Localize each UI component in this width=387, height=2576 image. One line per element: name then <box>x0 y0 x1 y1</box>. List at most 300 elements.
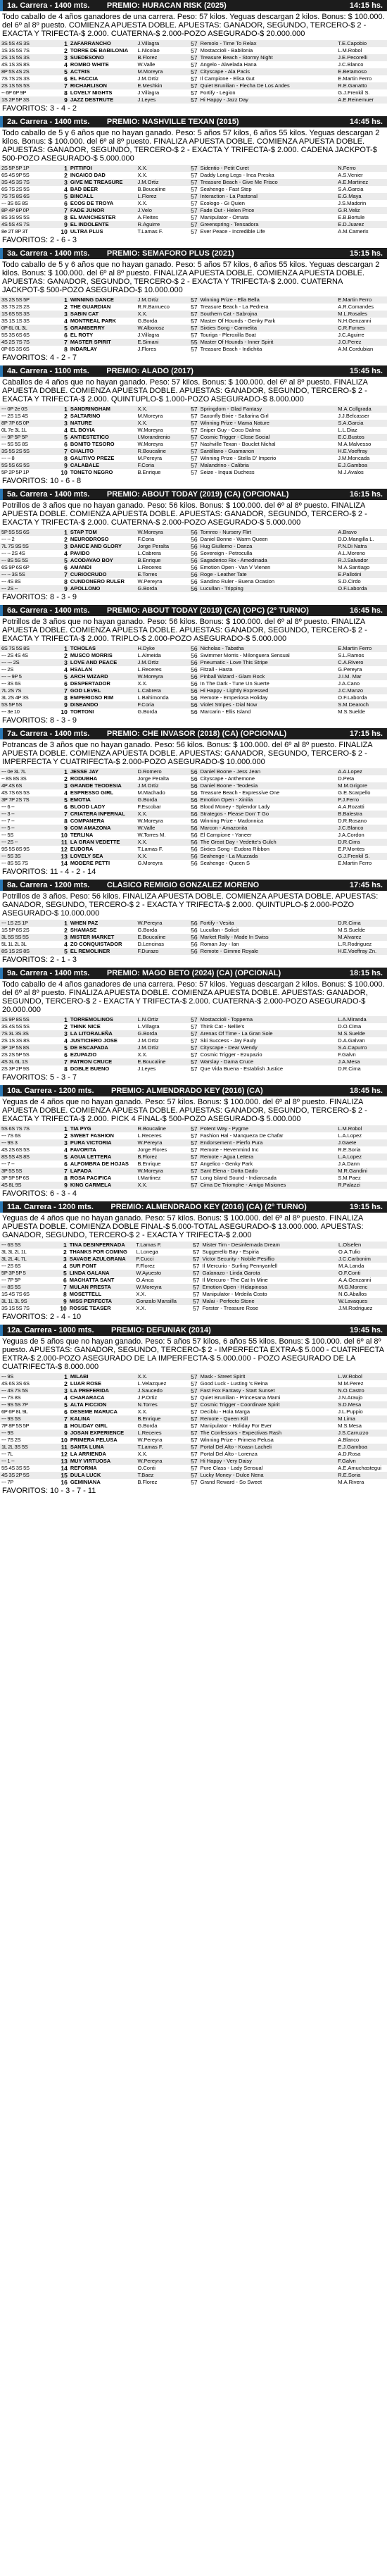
weight: 57 <box>179 1408 198 1415</box>
horse-name: DESPERTADOR <box>69 680 137 687</box>
recent-form: 4S 7S 6S 5S <box>0 789 56 796</box>
horse-name: COMPANERA <box>69 818 137 825</box>
pedigree: Marcon - Amazonita <box>199 825 337 832</box>
trainer-name: E.Martin Ferro <box>336 860 387 867</box>
weight: 56 <box>179 694 198 701</box>
pedigree: Winning Prize - Madonnica <box>199 818 337 825</box>
pedigree: Nashville Texan - Bouclet Nichal <box>199 441 337 448</box>
weight: 57 <box>179 420 198 427</box>
saddle-number: 2 <box>56 536 68 543</box>
jockey-name: X.X. <box>136 839 179 846</box>
pedigree: Hug Giullemo - Danza <box>199 543 337 550</box>
recent-form: 5P 2P 5P 1P <box>0 469 56 476</box>
recent-form: 7L 2S 7S <box>0 687 56 694</box>
saddle-number: 8 <box>56 346 68 353</box>
favorites: FAVORITOS: 11 - 4 - 2 - 14 <box>2 868 96 876</box>
weight: 57 <box>179 332 198 339</box>
horse-name: GOD LEVEL <box>69 687 137 694</box>
weight: 57 <box>179 40 198 47</box>
pedigree: Sixties Song - Eudora Ribbon <box>199 846 337 853</box>
weight: 57 <box>179 172 198 179</box>
trainer-name: S.A.Garcia <box>336 186 387 193</box>
trainer-name: L.W.Robol <box>336 1373 387 1380</box>
pedigree: In The Dark - Tune Un Suerte <box>199 680 337 687</box>
race-section <box>0 880 387 968</box>
weight: 57 <box>179 311 198 318</box>
jockey-name: W.Moreyra <box>136 818 179 825</box>
trainer-name: M.A.Landa <box>337 1263 387 1270</box>
trainer-name: J.I.M. Mar <box>336 673 387 680</box>
horse-name: ESPRESSO GIRL <box>69 789 137 796</box>
horse-name: EL MANCHESTER <box>69 214 137 221</box>
jockey-name: I.Martinez <box>136 1175 179 1182</box>
entries-table <box>0 1242 387 1312</box>
entry-row <box>0 1423 387 1430</box>
jockey-name: L.N.Ortiz <box>136 1016 179 1023</box>
trainer-name: M.M.Perez <box>336 1380 387 1387</box>
horse-name: ACTRIS <box>69 68 137 75</box>
trainer-name: M.S.Suelde <box>336 708 387 715</box>
recent-form: --- 6S 5S <box>0 1242 56 1249</box>
trainer-name: S.A.Capurro <box>336 1044 387 1051</box>
saddle-number: 5 <box>56 557 68 564</box>
pedigree: El Campione - Yaneer <box>199 832 337 839</box>
trainer-name: D.D.Mangilla L. <box>336 536 387 543</box>
trainer-name: J.C.Manzo <box>336 687 387 694</box>
horse-name: HOLIDAY GIRL <box>69 1423 137 1430</box>
trainer-name: D.R.Cima <box>336 1065 387 1073</box>
jockey-name: J.M.Ortiz <box>136 782 179 789</box>
recent-form: 3S 2S 5S 5P <box>0 296 56 304</box>
weight: 57 <box>179 304 198 311</box>
horse-name: TERLINA <box>69 832 137 839</box>
entry-row <box>0 1437 387 1444</box>
entry-row <box>0 1305 387 1312</box>
jockey-name: W.Ayuesto <box>134 1270 181 1277</box>
pedigree: Hi Happy - Very Daisy <box>199 1458 337 1465</box>
saddle-number: 1 <box>56 645 68 652</box>
entry-row <box>0 172 387 179</box>
trainer-name: J.S.Madorin <box>336 200 387 207</box>
trainer-name: J.C.Blanco <box>336 61 387 68</box>
saddle-number: 8 <box>56 1291 68 1298</box>
horse-name: EMOTIA <box>69 796 137 804</box>
weight: 56 <box>179 564 198 571</box>
pedigree: Blood Money - Splendor Lady <box>199 804 337 811</box>
weight: 57 <box>179 1153 198 1161</box>
saddle-number: 4 <box>56 1146 68 1153</box>
race-title: PREMIO: DEFUNIAK (2014) <box>110 1326 211 1334</box>
entries-table <box>0 645 387 715</box>
jockey-name: J.M.Ortiz <box>136 179 179 186</box>
pedigree: Ski Success - Jay Fauly <box>199 1037 337 1044</box>
trainer-name: O.F.Laborda <box>336 585 387 592</box>
pedigree: Seahenge - Fast Step <box>199 186 337 193</box>
weight: 56 <box>179 708 198 715</box>
trainer-name: M.Lima <box>336 1415 387 1423</box>
weight: 57 <box>179 1458 198 1465</box>
entry-row <box>0 311 387 318</box>
pedigree: Greenspring - Tensadora <box>199 221 337 228</box>
trainer-name: J.A.Cano <box>336 680 387 687</box>
weight: 55 <box>179 339 198 346</box>
recent-form: --- 5S 5S 8S <box>0 441 56 448</box>
saddle-number: 4 <box>56 61 68 68</box>
recent-form: 2S 2S 5P 5S <box>0 1051 56 1058</box>
recent-form: 3L 3L 2L 1L <box>0 1249 56 1256</box>
horse-name: INCAICO DAD <box>69 172 137 179</box>
recent-form: 3S 5S 4S 3S <box>0 40 56 47</box>
jockey-name: G.Moreyra <box>136 860 179 867</box>
weight: 57 <box>179 1175 198 1182</box>
horse-name: RICHARLISON <box>69 82 137 89</box>
recent-form: 5S 3S 6S 6S <box>0 332 56 339</box>
saddle-number: 3 <box>56 54 68 61</box>
horse-name: BONITO TESORO <box>69 441 137 448</box>
race-section <box>0 1325 387 1499</box>
trainer-name: J.C.Aguirre <box>336 332 387 339</box>
horse-name: FAVORITA <box>69 1146 137 1153</box>
saddle-number: 1 <box>56 1016 68 1023</box>
horse-name: SUEDESONO <box>69 54 137 61</box>
pedigree: Sovereign - Petroculla <box>199 550 337 557</box>
entries-table <box>0 768 387 867</box>
weight: 57 <box>179 228 198 235</box>
weight: 57 <box>179 1373 198 1380</box>
entry-row <box>0 186 387 193</box>
weight: 57 <box>179 221 198 228</box>
horse-name: SABIN CAT <box>69 311 137 318</box>
pedigree: Cityscape - Ala Pacis <box>199 68 337 75</box>
entry-row <box>0 645 387 652</box>
entry-row <box>0 1139 387 1146</box>
jockey-name: F.Coria <box>136 462 179 469</box>
pedigree: Sixties Song - Carmelita <box>199 325 337 332</box>
horse-name: STAP TOM <box>69 529 137 536</box>
saddle-number: 5 <box>56 796 68 804</box>
entry-row <box>0 96 387 104</box>
recent-form: 5P 3P 5P 5 <box>0 1270 56 1277</box>
horse-name: PRIMERA PELUSA <box>69 1437 137 1444</box>
recent-form: 2S 1S 3S 8S <box>0 1037 56 1044</box>
horse-name: PITTIFOI <box>69 165 137 172</box>
jockey-name: W.Pereyra <box>136 920 179 927</box>
recent-form: --- 9S 5S <box>0 1415 56 1423</box>
horse-name: TINA DESINFERNADA <box>68 1242 135 1249</box>
entry-row <box>0 1030 387 1037</box>
entry-row <box>0 948 387 955</box>
horse-name: GIVE ME TREASURE <box>69 179 137 186</box>
weight: 56 <box>179 529 198 536</box>
race-conditions: Yeguas de 5 años que no hayan ganado. Peso: 5 años 57 kilos, 6 años 55 kilos. Bonus: $ 100.000. del 6º al 8º puesto. APUESTAS: GANADOR, SEGUNDO, TERCERO-$ 2 - IMPERFECTA EXTRA-$ 5.000 - CUATRIFECTA EXTRA-$ 2.000-POZO ASEGURADO DE LA IMPERFECTA-$ 5.000.000 - POZO ASEGURADO DE LA CUATRIFECTA-$ 8.000.000 <box>2 1337 384 1371</box>
jockey-name: W.Valle <box>136 61 179 68</box>
recent-form: 7S 7S 2S 3S <box>0 75 56 82</box>
saddle-number: 10 <box>56 228 68 235</box>
jockey-name: A.Fleites <box>136 214 179 221</box>
entry-row <box>0 818 387 825</box>
pedigree: Sniper Guy - Coco Dalma <box>199 427 337 434</box>
recent-form: 1S 4S 7S 6S <box>0 1291 56 1298</box>
horse-name: DULA LUCK <box>69 1472 137 1479</box>
pedigree: Sandino Ruler - Buena Ocasion <box>199 578 337 585</box>
jockey-name: G.Borda <box>136 1030 179 1037</box>
saddle-number: 3 <box>56 420 68 427</box>
saddle-number: 3 <box>56 1256 68 1263</box>
saddle-number: 2 <box>56 1249 68 1256</box>
saddle-number: 9 <box>56 1298 68 1305</box>
entry-row <box>0 782 387 789</box>
horse-name: THANKS FOR COMING <box>68 1249 135 1256</box>
weight: 56 <box>179 571 198 578</box>
jockey-name: B.Florez <box>136 1479 179 1486</box>
entry-row <box>0 659 387 666</box>
jockey-name: X.X. <box>136 165 179 172</box>
trainer-name: B.Balestra <box>336 811 387 818</box>
jockey-name: M.Machado <box>136 789 179 796</box>
entry-row <box>0 1125 387 1132</box>
jockey-name: W.Moreyra <box>136 673 179 680</box>
entry-row <box>0 1451 387 1458</box>
jockey-name: M.Pereyra <box>136 455 179 462</box>
saddle-number: 7 <box>56 448 68 455</box>
trainer-name: N.G.Aballos <box>337 1291 387 1298</box>
weight: 57 <box>179 1146 198 1153</box>
recent-form: --- 8S 5S <box>0 1284 56 1291</box>
entry-row <box>0 469 387 476</box>
weight: 57 <box>179 427 198 434</box>
horse-name: SHAMASE <box>69 927 137 934</box>
saddle-number: 7 <box>56 1284 68 1291</box>
horse-name: LOVELY NIGHTS <box>69 89 137 96</box>
pedigree: Mostaccioli - Toppema <box>199 1016 337 1023</box>
horse-name: EUDORA <box>69 846 137 853</box>
race-number-distance: 8a. Carrera - 1200 mts. <box>7 881 90 889</box>
trainer-name: L.M.Robol <box>336 1125 387 1132</box>
trainer-name: M.R.Gandini <box>336 1168 387 1175</box>
entry-row <box>0 673 387 680</box>
weight: 56 <box>179 543 198 550</box>
recent-form: 7S 3L 3S 3S <box>0 1030 56 1037</box>
favorites: FAVORITOS: 4 - 2 - 7 <box>2 354 77 362</box>
jockey-name: E.Meshkin <box>136 82 179 89</box>
pedigree: Manipulator - Mrdeila Costo <box>201 1291 337 1298</box>
weight: 56 <box>179 585 198 592</box>
horse-name: DE ESCAPADA <box>69 1044 137 1051</box>
entry-row <box>0 789 387 796</box>
saddle-number: 2 <box>56 775 68 782</box>
horse-name: NEURODROSO <box>69 536 137 543</box>
saddle-number: 9 <box>56 1430 68 1437</box>
saddle-number: 16 <box>56 1479 68 1486</box>
trainer-name: D.Peta <box>336 775 387 782</box>
trainer-name: M.A.Collgrada <box>336 406 387 413</box>
race-time: 18:15 hs. <box>349 969 383 977</box>
jockey-name: W.Moreyra <box>136 427 179 434</box>
pedigree: Cosmic Trigger - Coordinate Spirit <box>199 1401 337 1408</box>
jockey-name: Jorge Peralta <box>136 775 179 782</box>
horse-name: BINCALL <box>69 193 137 200</box>
recent-form: 1L 2L 3S 5S <box>0 1444 56 1451</box>
race-time: 15:45 hs. <box>349 367 383 375</box>
entry-row <box>0 165 387 172</box>
horse-name: SAVAGE AZULGRANA <box>68 1256 135 1263</box>
trainer-name: A.R.Comandes <box>336 304 387 311</box>
weight: 57 <box>182 1249 201 1256</box>
weight: 57 <box>179 1037 198 1044</box>
saddle-number: 10 <box>56 1305 68 1312</box>
saddle-number: 5 <box>56 948 68 955</box>
saddle-number: 5 <box>56 325 68 332</box>
weight: 57 <box>179 1444 198 1451</box>
pedigree: Winning Prize - Primera Pelusa <box>199 1437 337 1444</box>
jockey-name: G.Borda <box>136 708 179 715</box>
race-title: PREMIO: ALADO (2017) <box>106 367 194 375</box>
jockey-name: L.Receres <box>136 666 179 673</box>
recent-form: 7S 7S 8S 6S <box>0 193 56 200</box>
weight: 57 <box>179 1030 198 1037</box>
jockey-name: B.Boucaline <box>136 186 179 193</box>
saddle-number: 6 <box>56 804 68 811</box>
recent-form: 6S 4S 9P 5S <box>0 172 56 179</box>
entry-row <box>0 420 387 427</box>
recent-form: 7P 8P 5S 5P <box>0 1423 56 1430</box>
jockey-name: G.Borda <box>136 796 179 804</box>
race-title: PREMIO: ALMENDRADO KEY (2016) (CA) (2º TURNO) <box>110 1203 307 1211</box>
saddle-number: 9 <box>56 462 68 469</box>
weight: 57 <box>179 1044 198 1051</box>
saddle-number: 5 <box>56 673 68 680</box>
saddle-number: 6 <box>56 441 68 448</box>
trainer-name: E.Pallotini <box>336 571 387 578</box>
pedigree: Santillano - Guamanon <box>199 448 337 455</box>
recent-form: 4S 2S 6S 5S <box>0 1146 56 1153</box>
recent-form: --- 4S 7S 5S <box>0 1387 56 1394</box>
weight: 56 <box>179 775 198 782</box>
trainer-name: A.Bravo <box>336 529 387 536</box>
jockey-name: J.Velo <box>136 207 179 214</box>
jockey-name: B.Enrique <box>136 1415 179 1423</box>
recent-form: --- -- 3S 5S <box>0 571 56 578</box>
weight: 56 <box>179 846 198 853</box>
pedigree: Fortify - Legion <box>199 89 337 96</box>
horse-name: AMANDI <box>69 564 137 571</box>
saddle-number: 3 <box>56 934 68 941</box>
race-time: 17:45 hs. <box>349 881 383 889</box>
horse-name: SALTARINO <box>69 413 137 420</box>
favorites: FAVORITOS: 3 - 4 - 2 <box>2 104 77 113</box>
race-title: PREMIO: ABOUT TODAY (2019) (CA) (OPCIONAL) <box>106 490 289 499</box>
horse-name: MUY VIRTUOSA <box>69 1458 137 1465</box>
entry-row <box>0 1380 387 1387</box>
trainer-name: J.A.Cordon <box>336 832 387 839</box>
trainer-name: G.Pereyra <box>336 666 387 673</box>
jockey-name: T.Baez <box>136 1472 179 1479</box>
pedigree: Warslay - Dama Cruce <box>199 1058 337 1065</box>
weight: 56 <box>179 652 198 659</box>
trainer-name: C.R.Furnes <box>336 325 387 332</box>
jockey-name: L.Cabrera <box>136 550 179 557</box>
jockey-name: W.Pereyra <box>136 1458 179 1465</box>
recent-form: --- 7S 6S <box>0 1132 56 1139</box>
weight: 57 <box>179 1423 198 1430</box>
jockey-name: X.X. <box>136 1408 179 1415</box>
recent-form: 2S 1S 5S 3S <box>0 54 56 61</box>
jockey-name: J.Leyes <box>136 1065 179 1073</box>
recent-form: --- 4S 8S <box>0 578 56 585</box>
jockey-name: J.Villagra <box>136 89 179 96</box>
weight: 56 <box>179 796 198 804</box>
jockey-name: F.Coria <box>136 536 179 543</box>
jockey-name: F.Durazo <box>136 948 179 955</box>
pedigree: Seahenge - La Muzzada <box>199 853 337 860</box>
pedigree: Lucullan - Tripping <box>199 585 337 592</box>
saddle-number: 1 <box>56 1125 68 1132</box>
race-header <box>0 0 387 11</box>
trainer-name: O.F.Laborda <box>336 694 387 701</box>
horse-name: EL FACCIA <box>69 75 137 82</box>
entry-row <box>0 1373 387 1380</box>
pedigree: Winning Prize - Mama Nature <box>199 420 337 427</box>
race-conditions: Todo caballo de 4 años ganadores de una carrera. Peso: 57 kilos. Yeguas descargan 2 kilos. Bonus: $ 100.000. del 6º al 8º puesto. COMIENZA APUESTA DOBLE. APUESTAS: GANADOR, SEGUNDO, TERCERO-$ 2 - EXACTA Y TRIFECTA-$ 2.000. CUATERNA-$ 2.000-POZO ASEGURADO-$ 20.000.000 <box>2 13 385 38</box>
jockey-name: D.Romero <box>136 768 179 775</box>
trainer-name: E.Martin Ferro <box>336 645 387 652</box>
jockey-name: G.Borda <box>136 585 179 592</box>
trainer-name: D.R.Cima <box>336 920 387 927</box>
race-section <box>0 728 387 880</box>
pedigree: Lucullan - Solicit <box>199 927 337 934</box>
pedigree: Tomreo - Nursery Flirt <box>199 529 337 536</box>
jockey-name: L.Bahimonda <box>136 694 179 701</box>
trainer-name: A.L.Moreno <box>336 550 387 557</box>
recent-form: --- 2S 1S 4S <box>0 413 56 420</box>
horse-name: LINDA GALANA <box>68 1270 135 1277</box>
horse-name: CUNDONERO RULER <box>69 578 137 585</box>
horse-name: MILABI <box>69 1373 137 1380</box>
saddle-number: 8 <box>56 214 68 221</box>
saddle-number: 7 <box>56 571 68 578</box>
weight: 57 <box>182 1284 201 1291</box>
pedigree: Seahenge - Queen S <box>199 860 337 867</box>
entries-table <box>0 406 387 476</box>
weight: 57 <box>179 1182 198 1189</box>
saddle-number: 1 <box>56 1242 68 1249</box>
saddle-number: 3 <box>56 659 68 666</box>
jockey-name: X.X. <box>136 1373 179 1380</box>
weight: 57 <box>179 1387 198 1394</box>
horse-name: NATURE <box>69 420 137 427</box>
horse-name: HSALAN <box>69 666 137 673</box>
jockey-name: X.X. <box>136 1182 179 1189</box>
trainer-name: E.D.Juarez <box>336 221 387 228</box>
recent-form: --- 7S 8S <box>0 1394 56 1401</box>
entry-row <box>0 441 387 448</box>
trainer-name: O.F.Conti <box>337 1270 387 1277</box>
jockey-name: T.Lamas F. <box>136 1444 179 1451</box>
jockey-name: R.Aguirre <box>136 221 179 228</box>
horse-name: MOSETTELL <box>68 1291 135 1298</box>
pedigree: Cosmic Trigger - Ezupazio <box>199 1051 337 1058</box>
trainer-name: D.R.Cirra <box>336 839 387 846</box>
saddle-number: 4 <box>56 186 68 193</box>
entry-row <box>0 571 387 578</box>
weight: 57 <box>179 75 198 82</box>
jockey-name: X.X. <box>136 406 179 413</box>
saddle-number: 3 <box>56 1139 68 1146</box>
race-header <box>0 116 387 127</box>
entry-row <box>0 54 387 61</box>
race-header-left <box>7 0 227 11</box>
entry-row <box>0 214 387 221</box>
